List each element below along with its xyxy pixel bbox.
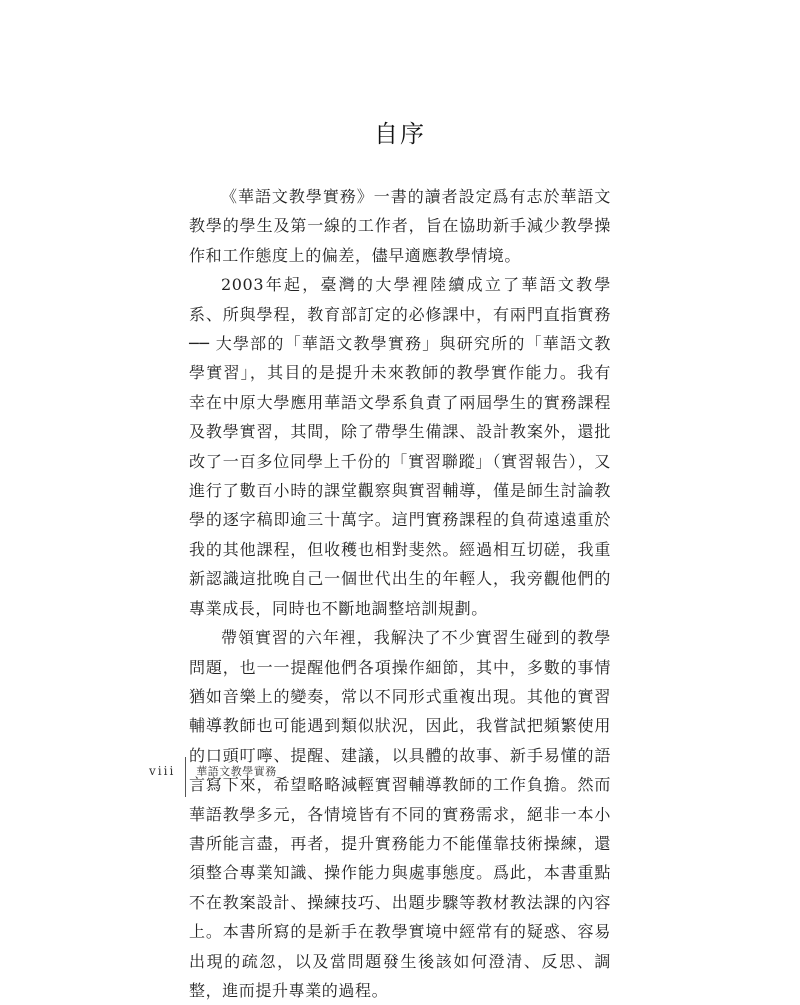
paragraph-1: 《華語文教學實務》一書的讀者設定爲有志於華語文教學的學生及第一線的工作者，旨在協助新手減少教學操作和工作態度上的偏差，儘早適應教學情境。 xyxy=(189,187,611,265)
preface-body xyxy=(189,182,611,1005)
paragraph-3: 帶領實習的六年裡，我解決了不少實習生碰到的教學問題，也一一提醒他們各項操作細節，其中，多數的事情猶如音樂上的變奏，常以不同形式重複出現。其他的實習輔導教師也可能遇到類似狀況，因此，我嘗試把頻繁使用的口頭叮嚀、提醒、建議，以具體的故事、新手易懂的語言寫下來，希望略略減輕實習輔導教師的工作負擔。然而華語教學多元，各情境皆有不同的實務需求，絕非一本小書所能言盡，再者，提升實務能力不能僅靠技術操練，還須整合專業知識、操作能力與處事態度。爲此，本書重點不在教案設計、操練技巧、出題步驟等教材教法課的內容上。本書所寫的是新手在教學實境中經常有的疑惑、容易出現的疏忽，以及當問題發生後該如何澄清、反思、調整，進而提升專業的過程。 xyxy=(189,628,611,1000)
paragraph-2: 2003年起，臺灣的大學裡陸續成立了華語文教學系、所與學程，教育部訂定的必修課中，有兩門直指實務── 大學部的「華語文教學實務」與研究所的「華語文教學實習」，其目的是提升未來教師的教學實作能力。我有幸在中原大學應用華語文學系負責了兩屆學生的實務課程及教學實習，其間，除了帶學生備課、設計教案外，還批改了一百多位同學上千份的「實習聯蹤」（實習報告），又進行了數百小時的課堂觀察與實習輔導，僅是師生討論教學的逐字稿即逾三十萬字。這門實務課程的負荷遠遠重於我的其他課程，但收穫也相對斐然。經過相互切磋，我重新認識這批晚自己一個世代出生的年輕人，我旁觀他們的專業成長，同時也不斷地調整培訓規劃。 xyxy=(189,275,611,618)
page-footer xyxy=(149,760,277,782)
page-title: 自序 xyxy=(374,120,426,148)
page-number: viii xyxy=(149,764,176,778)
running-title: 華語文教學實務 xyxy=(196,765,277,778)
